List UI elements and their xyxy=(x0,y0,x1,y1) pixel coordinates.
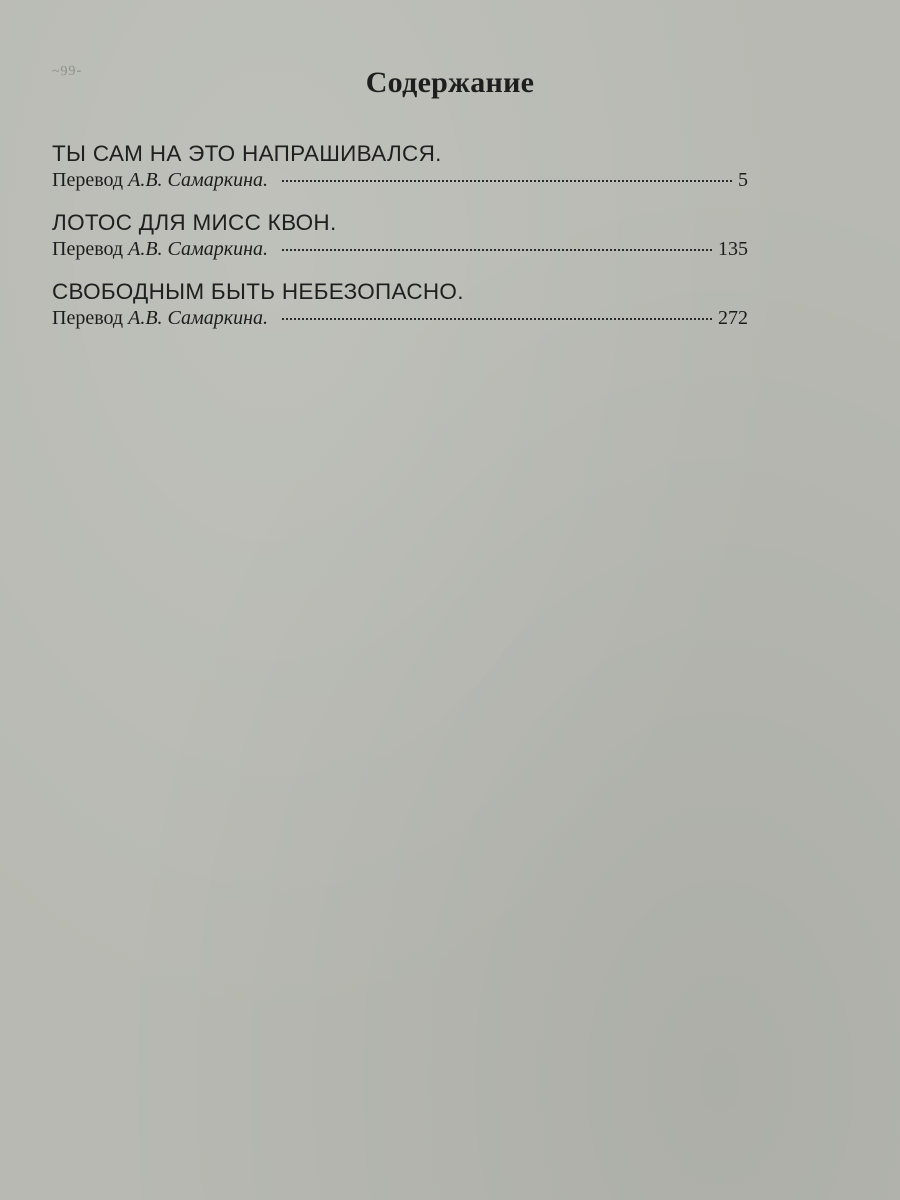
toc-entry xyxy=(52,278,748,330)
entry-translator-line xyxy=(52,237,748,261)
translator-prefix: Перевод xyxy=(52,307,124,329)
translator-prefix: Перевод xyxy=(52,169,124,191)
toc-entry xyxy=(52,209,748,261)
entry-title: ЛОТОС ДЛЯ МИСС КВОН. xyxy=(52,210,337,235)
translator-name: А.В. Самаркина. xyxy=(128,169,269,191)
translator-name: А.В. Самаркина. xyxy=(128,307,269,329)
page-number: 5 xyxy=(738,169,748,191)
page-title: Содержание xyxy=(365,66,535,99)
entry-translator-line xyxy=(52,168,748,192)
entry-translator-line xyxy=(52,306,748,330)
page-number: 272 xyxy=(718,307,748,329)
translator-prefix: Перевод xyxy=(52,238,124,260)
dot-leader xyxy=(282,249,712,251)
table-of-contents xyxy=(52,140,748,347)
entry-title: ТЫ САМ НА ЭТО НАПРАШИВАЛСЯ. xyxy=(52,141,442,166)
pencil-mark: ~99- xyxy=(51,63,83,80)
page-number: 135 xyxy=(718,238,748,260)
toc-entry xyxy=(52,140,748,192)
entry-title: СВОБОДНЫМ БЫТЬ НЕБЕЗОПАСНО. xyxy=(52,279,464,304)
dot-leader xyxy=(282,318,712,320)
dot-leader xyxy=(282,180,732,182)
translator-name: А.В. Самаркина. xyxy=(128,238,269,260)
